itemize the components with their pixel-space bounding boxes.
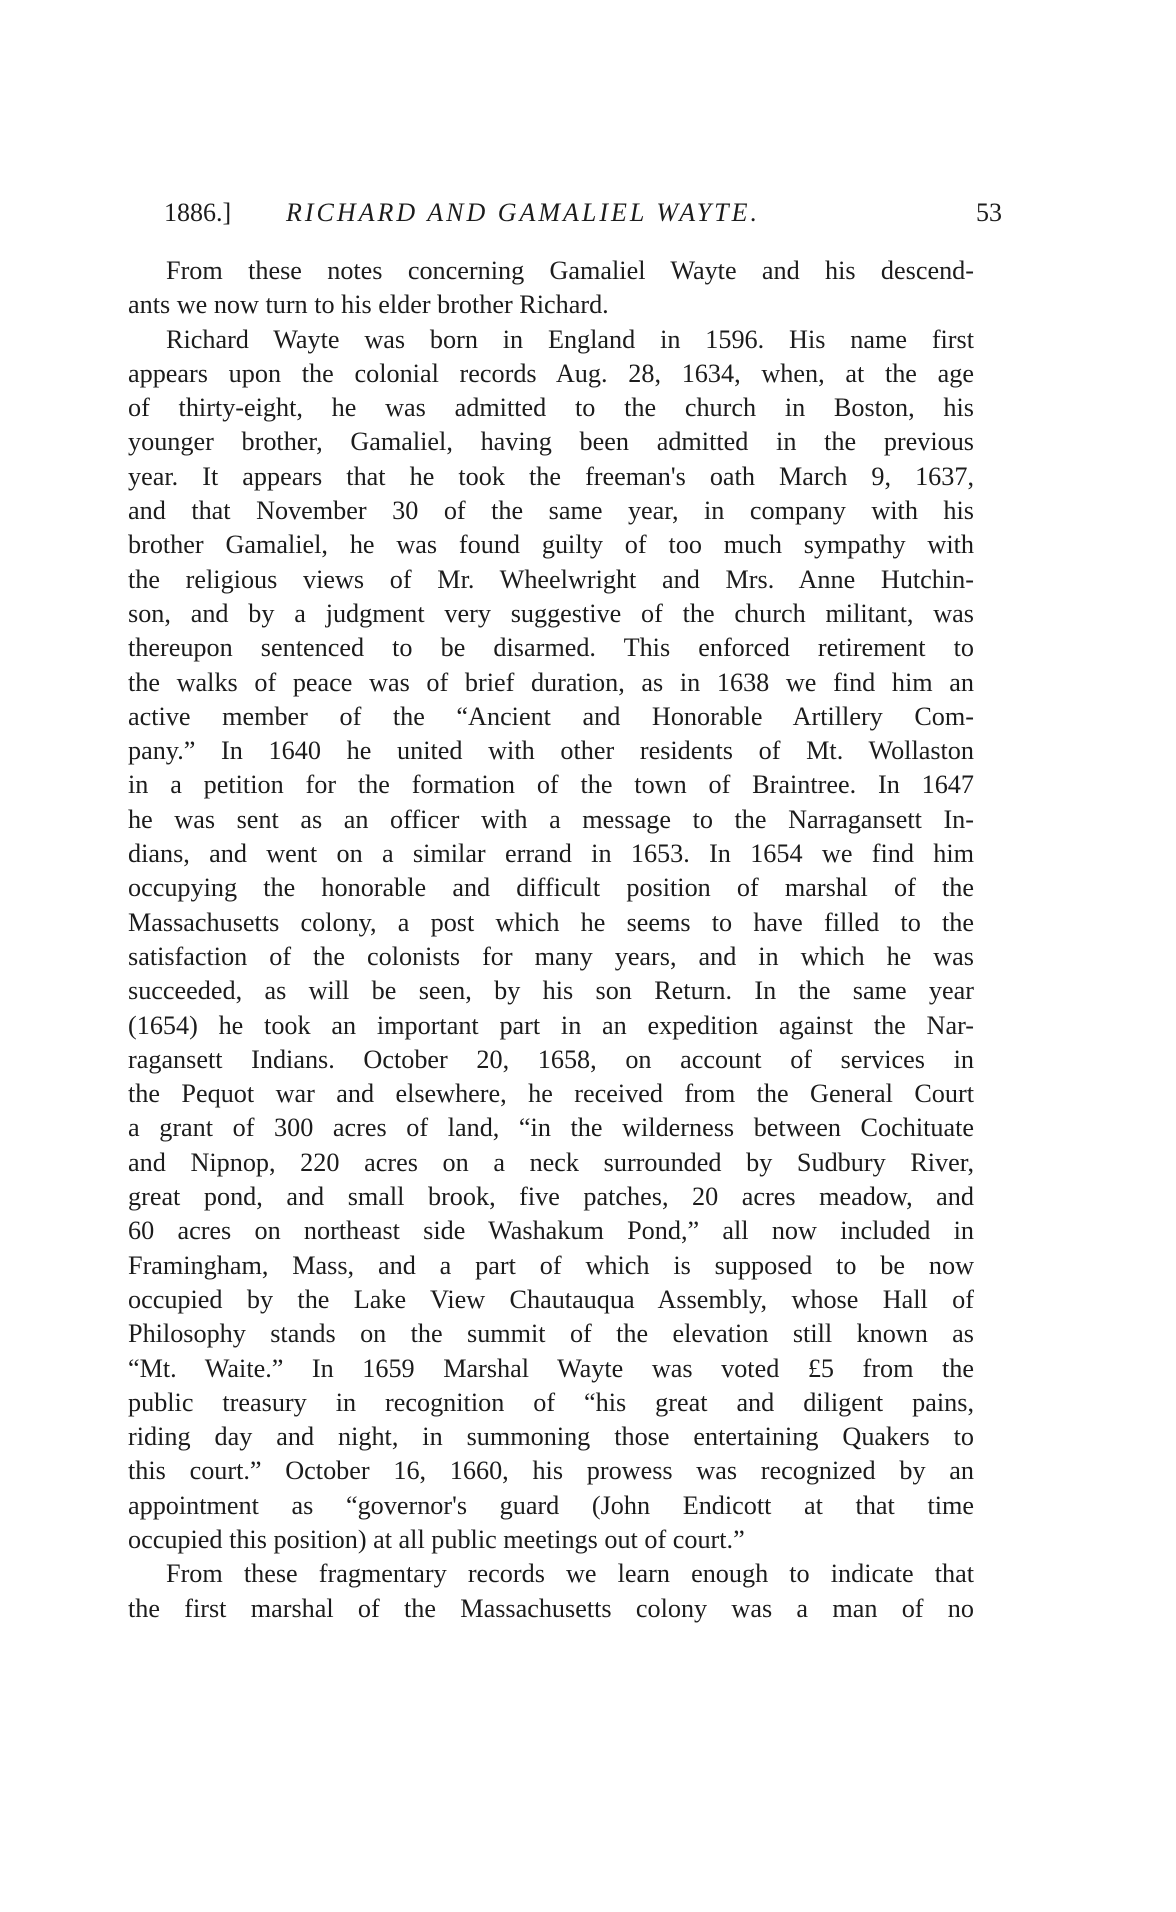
text-line: public treasury in recognition of “his great and diligent pains, [128, 1387, 974, 1417]
running-head [164, 196, 1002, 230]
text-line: succeeded, as will be seen, by his son Return. In the same year [128, 976, 974, 1006]
text-line: year. It appears that he took the freeman's oath March 9, 1637, [128, 461, 974, 491]
text-line: occupied this position) at all public meetings out of court.” [128, 1524, 745, 1554]
text-line: From these fragmentary records we learn enough to indicate that [166, 1559, 974, 1589]
text-line: pany.” In 1640 he united with other residents of Mt. Wollaston [128, 736, 974, 766]
text-line: of thirty-eight, he was admitted to the church in Boston, his [128, 393, 974, 423]
body-text [128, 254, 974, 1626]
text-line: great pond, and small brook, five patches, 20 acres meadow, and [128, 1182, 974, 1212]
text-line: a grant of 300 acres of land, “in the wilderness between Cochituate [128, 1113, 974, 1143]
text-line: riding day and night, in summoning those entertaining Quakers to [128, 1422, 974, 1452]
text-line: and that November 30 of the same year, in company with his [128, 496, 974, 526]
text-line: the religious views of Mr. Wheelwright and Mrs. Anne Hutchin- [128, 564, 974, 594]
header-title: RICHARD AND GAMALIEL WAYTE. [286, 198, 761, 227]
text-line: ants we now turn to his elder brother Richard. [128, 290, 609, 320]
text-line: (1654) he took an important part in an expedition against the Nar- [128, 1010, 974, 1040]
page-number: 53 [976, 198, 1002, 227]
text-line: he was sent as an officer with a message to the Narragansett In- [128, 804, 974, 834]
text-line: the Pequot war and elsewhere, he received from the General Court [128, 1079, 974, 1109]
text-line: satisfaction of the colonists for many years, and in which he was [128, 941, 974, 971]
header-year: 1886.] [164, 198, 232, 227]
text-line: active member of the “Ancient and Honorable Artillery Com- [128, 701, 974, 731]
text-line: younger brother, Gamaliel, having been admitted in the previous [128, 427, 974, 457]
text-line: dians, and went on a similar errand in 1653. In 1654 we find him [128, 839, 974, 869]
text-line: Massachusetts colony, a post which he seems to have filled to the [128, 907, 974, 937]
text-line: Framingham, Mass, and a part of which is supposed to be now [128, 1250, 974, 1280]
text-line: the walks of peace was of brief duration, as in 1638 we find him an [128, 667, 974, 697]
text-line: son, and by a judgment very suggestive of the church militant, was [128, 598, 974, 628]
text-line: the first marshal of the Massachusetts colony was a man of no [128, 1593, 974, 1623]
text-line: and Nipnop, 220 acres on a neck surrounded by Sudbury River, [128, 1147, 974, 1177]
text-line: brother Gamaliel, he was found guilty of too much sympathy with [128, 530, 974, 560]
text-line: thereupon sentenced to be disarmed. This enforced retirement to [128, 633, 974, 663]
text-line: appears upon the colonial records Aug. 28, 1634, when, at the age [128, 358, 974, 388]
text-line: this court.” October 16, 1660, his prowess was recognized by an [128, 1456, 974, 1486]
text-line: occupying the honorable and difficult position of marshal of the [128, 873, 974, 903]
text-line: Philosophy stands on the summit of the elevation still known as [128, 1319, 974, 1349]
text-line: Richard Wayte was born in England in 1596. His name first [166, 324, 974, 354]
text-line: occupied by the Lake View Chautauqua Assembly, whose Hall of [128, 1284, 974, 1314]
text-line: ragansett Indians. October 20, 1658, on account of services in [128, 1044, 974, 1074]
text-line: “Mt. Waite.” In 1659 Marshal Wayte was voted £5 from the [128, 1353, 974, 1383]
text-line: in a petition for the formation of the town of Braintree. In 1647 [128, 770, 974, 800]
text-line: 60 acres on northeast side Washakum Pond,” all now included in [128, 1216, 974, 1246]
text-line: From these notes concerning Gamaliel Wayte and his descend- [166, 256, 974, 285]
text-line: appointment as “governor's guard (John Endicott at that time [128, 1490, 974, 1520]
